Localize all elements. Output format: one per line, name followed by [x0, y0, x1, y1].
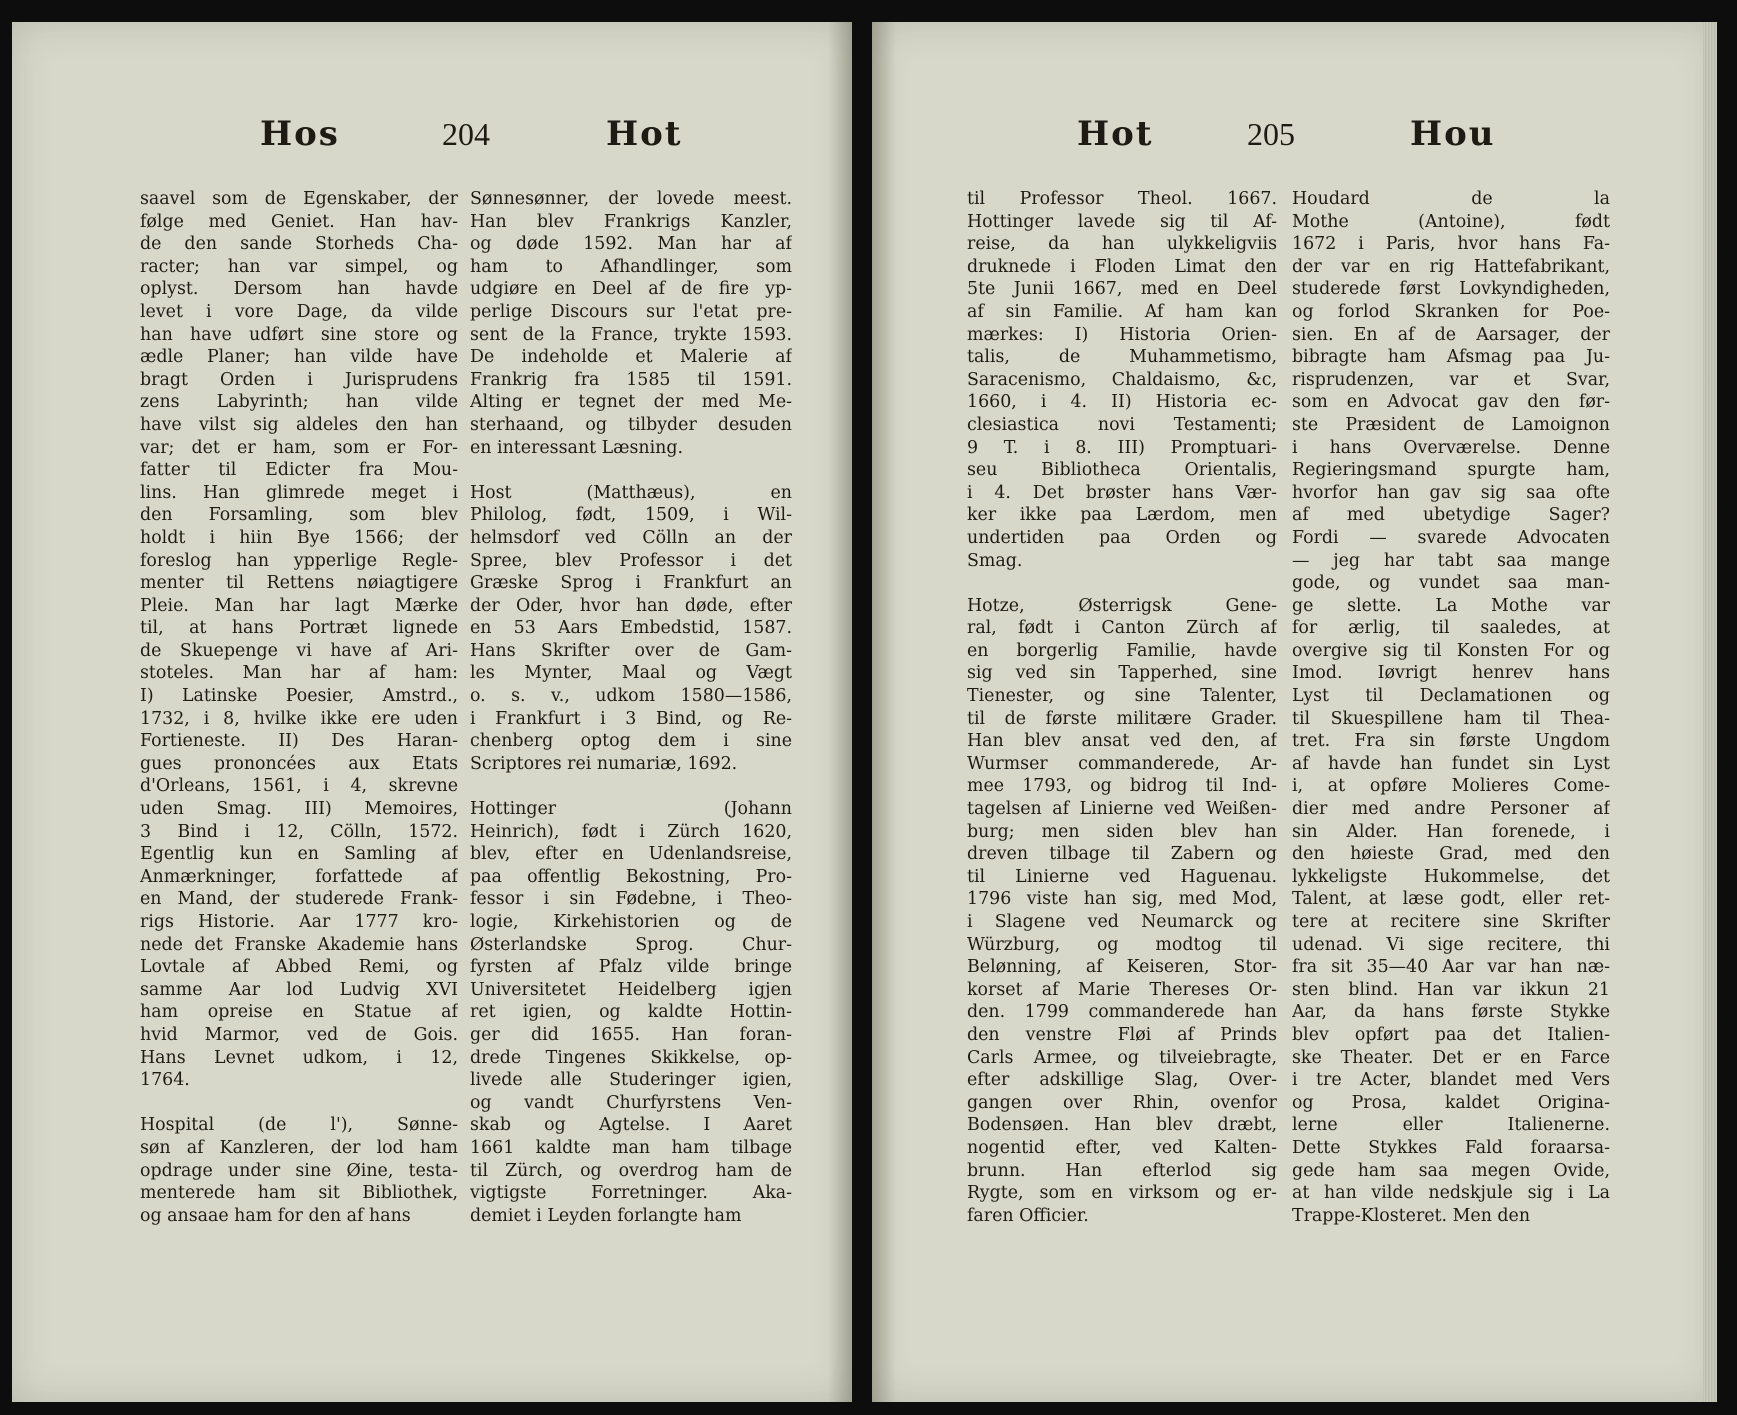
text-line: studerede først Lovkyndigheden,	[1292, 279, 1610, 300]
text-line: I) Latinske Poesier, Amstrd.,	[140, 686, 458, 707]
left-page	[12, 22, 852, 1402]
text-line: talis, de Muhammetismo,	[967, 347, 1277, 368]
text-line: rigs Historie. Aar 1777 kro-	[140, 912, 458, 932]
text-column-right	[470, 188, 792, 1278]
text-line: saavel som de Egenskaber, der	[140, 189, 458, 209]
text-line: Fortieneste. II) Des Haran-	[140, 731, 458, 752]
text-line: Aar, da hans første Stykke	[1292, 1002, 1610, 1023]
text-line: Sønnesønner, der lovede meest.	[470, 189, 792, 209]
text-line: clesiastica novi Testamenti;	[967, 414, 1277, 435]
text-line: til Zürch, og overdrog ham de	[470, 1160, 792, 1181]
text-line: Hans Skrifter over de Gam-	[470, 640, 792, 661]
text-line: holdt i hiin Bye 1566; der	[140, 527, 458, 548]
text-line: der var en rig Hattefabrikant,	[1292, 256, 1610, 277]
text-line: fra sit 35—40 Aar var han næ-	[1292, 957, 1610, 978]
text-line: Dette Stykkes Fald foraarsa-	[1292, 1137, 1610, 1158]
text-line: at han vilde nedskjule sig i La	[1292, 1183, 1610, 1204]
text-line: 1764.	[140, 1070, 190, 1091]
text-line: tret. Fra sin første Ungdom	[1292, 731, 1610, 752]
text-line: Lyst til Declamationen og	[1292, 686, 1610, 707]
text-line: af sin Familie. Af ham kan	[967, 301, 1277, 322]
text-line: efter adskillige Slag, Over-	[967, 1070, 1277, 1091]
text-line: Mothe (Antoine), født	[1292, 211, 1610, 232]
text-line: Carls Armee, og tilveiebragte,	[967, 1047, 1277, 1068]
text-line: 5te Junii 1667, med en Deel	[967, 279, 1277, 300]
text-line: paa offentlig Bekostning, Pro-	[470, 866, 792, 887]
text-line: tagelsen af Linierne ved Weißen-	[967, 799, 1277, 820]
text-line: der Oder, hvor han døde, efter	[470, 595, 792, 616]
paragraph-gap	[470, 459, 792, 482]
text-line: den venstre Fløi af Prinds	[967, 1024, 1277, 1045]
text-line: lykkeligste Hukommelse, det	[1292, 866, 1610, 887]
text-line: for ærlig, til saaledes, at	[1292, 618, 1610, 639]
text-line: vigtigste Forretninger. Aka-	[470, 1183, 792, 1204]
text-line: Græske Sprog i Frankfurt an	[470, 573, 792, 594]
text-line: Houdard de la	[1292, 189, 1610, 209]
text-line: lins. Han glimrede meget i	[140, 482, 458, 503]
text-line: hvid Marmor, ved de Gois.	[140, 1024, 458, 1045]
text-line: helmsdorf ved Cölln an der	[470, 527, 792, 548]
text-line: Han blev ansat ved den, af	[967, 731, 1277, 752]
text-line: en 53 Aars Embedstid, 1587.	[470, 618, 792, 639]
text-line: og forlod Skranken for Poe-	[1292, 301, 1610, 322]
text-line: dreven tilbage til Zabern og	[967, 844, 1277, 865]
text-line: Bodensøen. Han blev dræbt,	[967, 1115, 1277, 1136]
text-line: Han blev Frankrigs Kanzler,	[470, 211, 792, 232]
text-line: have vilst sig aldeles den han	[140, 414, 458, 435]
text-line: ædle Planer; han vilde have	[140, 347, 458, 368]
guide-word-left: Hot	[1077, 114, 1154, 154]
text-line: en interessant Læsning.	[470, 437, 684, 458]
text-line: De indeholde et Malerie af	[470, 347, 792, 368]
text-line: ge slette. La Mothe var	[1292, 595, 1610, 616]
text-line: af med ubetydige Sager?	[1292, 505, 1610, 526]
text-line: udgiøre en Deel af de fire yp-	[470, 279, 792, 300]
text-line: en Mand, der studerede Frank-	[140, 889, 458, 910]
text-line: Rygte, som en virksom og er-	[967, 1183, 1277, 1204]
text-line: i tre Acter, blandet med Vers	[1292, 1070, 1610, 1091]
text-line: Østerlandske Sprog. Chur-	[470, 934, 792, 955]
text-line: levet i vore Dage, da vilde	[140, 301, 458, 322]
text-line: Hottinger lavede sig til Af-	[967, 211, 1277, 232]
text-line: og ansaae ham for den af hans	[140, 1205, 411, 1226]
text-column-right	[1292, 188, 1610, 1278]
text-line: chenberg optog dem i sine	[470, 731, 792, 752]
text-line: bragt Orden i Jurisprudens	[140, 369, 458, 390]
running-header	[260, 114, 760, 164]
page-number: 205	[1247, 116, 1295, 152]
text-line: Heinrich), født i Zürch 1620,	[470, 821, 792, 842]
text-line: drede Tingenes Skikkelse, op-	[470, 1047, 792, 1068]
text-line: som en Advocat gav den før-	[1292, 392, 1610, 413]
text-line: den høieste Grad, med den	[1292, 844, 1610, 865]
text-line: Anmærkninger, forfattede af	[140, 866, 458, 887]
text-line: ral, født i Canton Zürch af	[967, 618, 1277, 639]
text-line: undertiden paa Orden og	[967, 527, 1277, 548]
text-line: til Professor Theol. 1667.	[967, 189, 1277, 209]
text-line: sterhaand, og tilbyder desuden	[470, 414, 792, 435]
guide-word-right: Hou	[1410, 114, 1496, 154]
text-line: ham opreise en Statue af	[140, 1002, 458, 1023]
text-line: 3 Bind i 12, Cölln, 1572.	[140, 821, 458, 842]
text-line: Egentlig kun en Samling af	[140, 844, 458, 865]
text-line: sig ved sin Tapperhed, sine	[967, 663, 1277, 684]
text-line: Wurmser commanderede, Ar-	[967, 753, 1277, 774]
text-line: var; det er ham, som er For-	[140, 437, 458, 458]
gutter-shadow	[872, 22, 896, 1402]
text-line: ste Præsident de Lamoignon	[1292, 414, 1610, 435]
text-line: korset af Marie Thereses Or-	[967, 979, 1277, 1000]
text-line: de Skuepenge vi have af Ari-	[140, 640, 458, 661]
text-line: søn af Kanzleren, der lod ham	[140, 1137, 458, 1158]
text-line: lerne eller Italienerne.	[1292, 1115, 1610, 1136]
text-line: tere at recitere sine Skrifter	[1292, 912, 1610, 932]
text-line: til Linierne ved Haguenau.	[967, 866, 1277, 887]
text-line: fessor i sin Fødebne, i Theo-	[470, 889, 792, 910]
text-line: zens Labyrinth; han vilde	[140, 392, 458, 413]
text-line: gode, og vundet saa man-	[1292, 573, 1610, 594]
text-line: han have udført sine store og	[140, 324, 458, 345]
right-page	[872, 22, 1717, 1402]
text-line: Tienester, og sine Talenter,	[967, 686, 1277, 707]
text-line: Trappe-Klosteret. Men den	[1292, 1205, 1531, 1226]
text-line: ret igien, og kaldte Hottin-	[470, 1002, 792, 1023]
text-line: mærkes: I) Historia Orien-	[967, 324, 1277, 345]
paragraph-gap	[470, 775, 792, 798]
running-header	[1077, 114, 1517, 164]
text-line: 1732, i 8, hvilke ikke ere uden	[140, 708, 458, 729]
text-line: gues prononcées aux Etats	[140, 753, 458, 774]
text-line: les Mynter, Maal og Vægt	[470, 663, 792, 684]
text-line: livede alle Studeringer igien,	[470, 1070, 792, 1091]
text-line: i Slagene ved Neumarck og	[967, 912, 1277, 932]
text-line: foreslog han ypperlige Regle-	[140, 550, 458, 571]
text-line: menter til Rettens nøiagtigere	[140, 573, 458, 594]
text-line: Hottinger (Johann	[470, 799, 792, 820]
text-line: menterede ham sit Bibliothek,	[140, 1183, 458, 1204]
text-line: d'Orleans, 1561, i 4, skrevne	[140, 776, 458, 797]
text-line: sin Alder. Han forenede, i	[1292, 821, 1610, 842]
text-line: gede ham saa megen Ovide,	[1292, 1160, 1610, 1181]
text-line: bibragte ham Afsmag paa Ju-	[1292, 347, 1610, 368]
text-line: Universitetet Heidelberg igjen	[470, 979, 792, 1000]
text-line: Frankrig fra 1585 til 1591.	[470, 369, 792, 390]
text-column-left	[140, 188, 458, 1278]
page-edges	[1703, 22, 1717, 1402]
text-line: nede det Franske Akademie hans	[140, 934, 458, 955]
text-line: i Frankfurt i 3 Bind, og Re-	[470, 708, 792, 729]
text-line: sten blind. Han var ikkun 21	[1292, 979, 1610, 1000]
text-line: faren Officier.	[967, 1205, 1089, 1226]
paragraph-gap	[967, 572, 1277, 595]
text-line: Imod. Iøvrigt henrev hans	[1292, 663, 1610, 684]
text-line: til de første militære Grader.	[967, 708, 1277, 729]
text-line: og vandt Churfyrstens Ven-	[470, 1092, 792, 1113]
text-line: Scriptores rei numariæ, 1692.	[470, 753, 738, 774]
text-line: sent de la France, trykte 1593.	[470, 324, 792, 345]
text-line: Philolog, født, 1509, i Wil-	[470, 505, 792, 526]
text-line: gangen over Rhin, ovenfor	[967, 1092, 1277, 1113]
text-line: til Skuespillene ham til Thea-	[1292, 708, 1610, 729]
text-line: Alting er tegnet der med Me-	[470, 392, 792, 413]
text-line: logie, Kirkehistorien og de	[470, 912, 792, 932]
text-line: blev, efter en Udenlandsreise,	[470, 844, 792, 865]
text-line: racter; han var simpel, og	[140, 256, 458, 277]
text-line: 9 T. i 8. III) Promptuari-	[967, 437, 1277, 458]
text-line: blev opført paa det Italien-	[1292, 1024, 1610, 1045]
text-line: ger did 1655. Han foran-	[470, 1024, 792, 1045]
text-line: oplyst. Dersom han havde	[140, 279, 458, 300]
text-line: de den sande Storheds Cha-	[140, 234, 458, 255]
text-line: burg; men siden blev han	[967, 821, 1277, 842]
text-line: Würzburg, og modtog til	[967, 934, 1277, 955]
text-line: Fordi — svarede Advocaten	[1292, 527, 1610, 548]
text-line: samme Aar lod Ludvig XVI	[140, 979, 458, 1000]
text-line: Spree, blev Professor i det	[470, 550, 792, 571]
text-line: følge med Geniet. Han hav-	[140, 211, 458, 232]
gutter-shadow	[828, 22, 852, 1402]
text-line: perlige Discours sur l'etat pre-	[470, 301, 792, 322]
text-line: Talent, at læse godt, eller ret-	[1292, 889, 1610, 910]
text-line: Lovtale af Abbed Remi, og	[140, 957, 458, 978]
text-line: Belønning, af Keiseren, Stor-	[967, 957, 1277, 978]
text-line: Host (Matthæus), en	[470, 482, 792, 503]
text-line: 1661 kaldte man ham tilbage	[470, 1137, 792, 1158]
text-line: og døde 1592. Man har af	[470, 234, 792, 255]
text-line: overgive sig til Konsten For og	[1292, 640, 1610, 661]
text-line: mee 1793, og bidrog til Ind-	[967, 776, 1277, 797]
text-line: ham to Afhandlinger, som	[470, 256, 792, 277]
text-line: og Prosa, kaldet Origina-	[1292, 1092, 1610, 1113]
text-line: stoteles. Man har af ham:	[140, 663, 458, 684]
text-column-left	[967, 188, 1277, 1278]
text-line: seu Bibliotheca Orientalis,	[967, 460, 1277, 481]
text-line: i hans Overværelse. Denne	[1292, 437, 1610, 458]
text-line: hvorfor han gav sig saa ofte	[1292, 482, 1610, 503]
text-line: 1672 i Paris, hvor hans Fa-	[1292, 234, 1610, 255]
text-line: fatter til Edicter fra Mou-	[140, 460, 458, 481]
text-line: druknede i Floden Limat den	[967, 256, 1277, 277]
text-line: den Forsamling, som blev	[140, 505, 458, 526]
text-line: Hotze, Østerrigsk Gene-	[967, 595, 1277, 616]
text-line: dier med andre Personer af	[1292, 799, 1610, 820]
guide-word-right: Hot	[606, 114, 683, 154]
text-line: ker ikke paa Lærdom, men	[967, 505, 1277, 526]
text-line: i, at opføre Molieres Come-	[1292, 776, 1610, 797]
guide-word-left: Hos	[260, 114, 340, 154]
text-line: nogentid efter, ved Kalten-	[967, 1137, 1277, 1158]
text-line: i 4. Det brøster hans Vær-	[967, 482, 1277, 503]
text-line: fyrsten af Pfalz vilde bringe	[470, 957, 792, 978]
text-line: af havde han fundet sin Lyst	[1292, 753, 1610, 774]
text-line: den. 1799 commanderede han	[967, 1002, 1277, 1023]
text-line: en borgerlig Familie, havde	[967, 640, 1277, 661]
text-line: 1660, i 4. II) Historia ec-	[967, 392, 1277, 413]
text-line: skab og Agtelse. I Aaret	[470, 1115, 792, 1136]
text-line: Saracenismo, Chaldaismo, &c,	[967, 369, 1277, 390]
text-line: udenad. Vi sige recitere, thi	[1292, 934, 1610, 955]
text-line: ske Theater. Det er en Farce	[1292, 1047, 1610, 1068]
text-line: — jeg har tabt saa mange	[1292, 550, 1610, 571]
text-line: Hans Levnet udkom, i 12,	[140, 1047, 458, 1068]
text-line: til, at hans Portræt lignede	[140, 618, 458, 639]
text-line: uden Smag. III) Memoires,	[140, 799, 458, 820]
paragraph-gap	[140, 1092, 458, 1115]
text-line: Pleie. Man har lagt Mærke	[140, 595, 458, 616]
text-line: 1796 viste han sig, med Mod,	[967, 889, 1277, 910]
text-line: Regieringsmand spurgte ham,	[1292, 460, 1610, 481]
text-line: opdrage under sine Øine, testa-	[140, 1160, 458, 1181]
text-line: risprudenzen, var et Svar,	[1292, 369, 1610, 390]
text-line: demiet i Leyden forlangte ham	[470, 1205, 742, 1226]
text-line: Hospital (de l'), Sønne-	[140, 1115, 458, 1136]
page-number: 204	[442, 116, 490, 152]
text-line: reise, da han ulykkeligviis	[967, 234, 1277, 255]
text-line: o. s. v., udkom 1580—1586,	[470, 686, 792, 707]
text-line: Smag.	[967, 550, 1023, 571]
text-line: brunn. Han efterlod sig	[967, 1160, 1277, 1181]
text-line: sien. En af de Aarsager, der	[1292, 324, 1610, 345]
